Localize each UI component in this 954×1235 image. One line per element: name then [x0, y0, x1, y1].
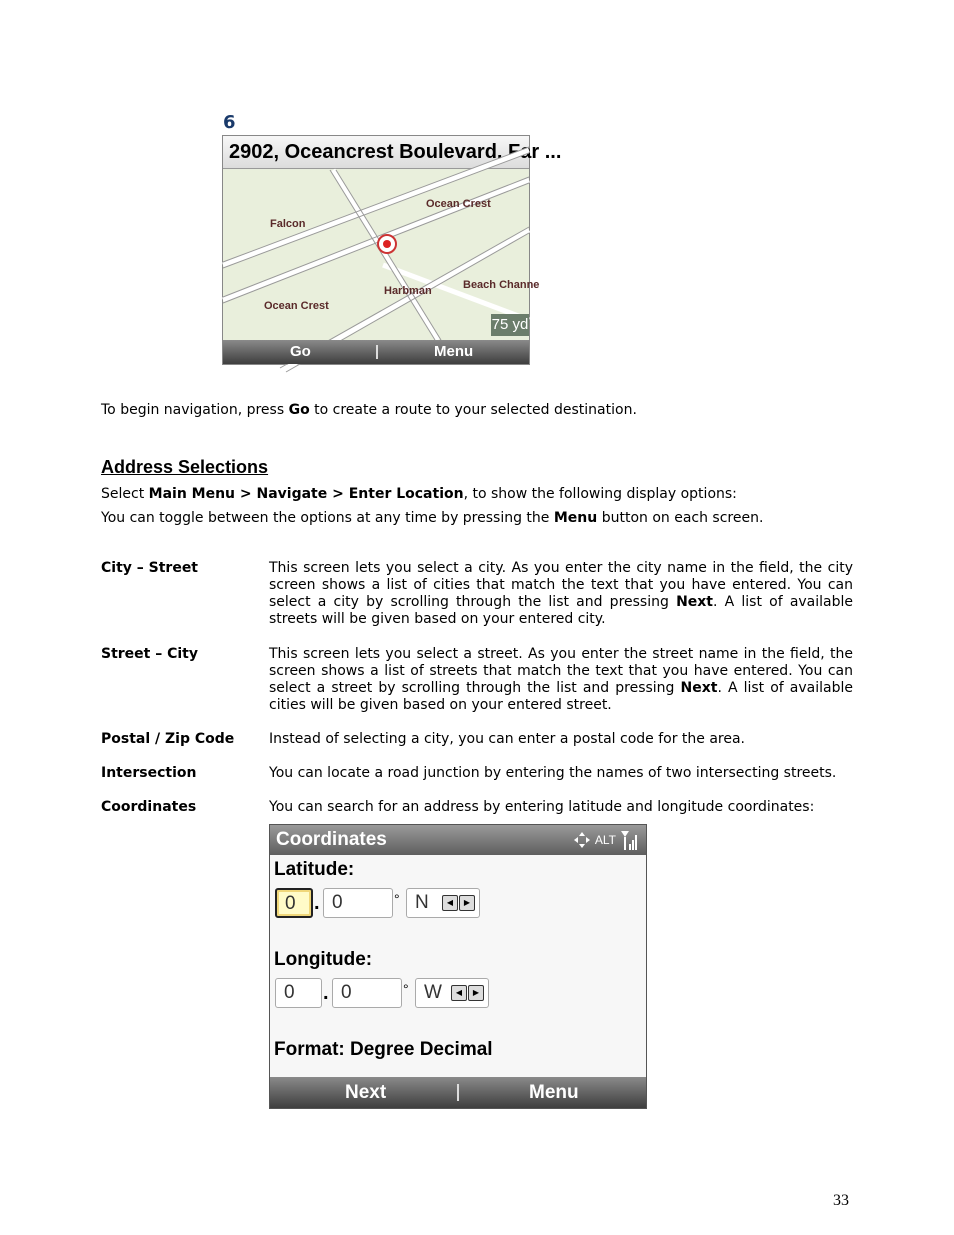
text: . A list of available streets will be given based on your entered city.	[269, 594, 854, 627]
map-label-ocean-crest-top: Ocean Crest	[426, 198, 491, 210]
text: . A list of available cities will be given based on your entered street.	[269, 680, 853, 713]
text: Select	[101, 486, 149, 502]
left-arrow-icon[interactable]: ◀	[442, 895, 458, 911]
option-term: Street – City	[101, 646, 199, 662]
map-canvas	[223, 170, 540, 340]
map-screenshot	[222, 135, 562, 365]
text: This screen lets you select a city. As you enter the city name in the field, the city screen shows a list of cities that match the text that you have entered. You can select a city by scrolling through the list and pressing	[269, 560, 853, 610]
menu-softkey[interactable]: Menu	[529, 1082, 579, 1103]
format-label: Format: Degree Decimal	[274, 1039, 493, 1060]
map-label-beach-channel: Beach Channe	[463, 279, 540, 291]
text: , to show the following display options:	[463, 486, 737, 502]
intro-paragraph	[101, 402, 637, 419]
text: You can toggle between the options at any time by pressing the	[101, 510, 554, 526]
option-description: You can locate a road junction by entering the names of two intersecting streets.	[269, 765, 837, 781]
softkey-divider	[376, 345, 378, 359]
section-line-1	[101, 486, 737, 503]
option-term: Intersection	[101, 765, 197, 781]
menu-button-ref: Menu	[553, 510, 598, 526]
option-term: Coordinates	[101, 799, 197, 815]
option-description	[269, 646, 853, 714]
map-label-ocean-crest-bottom: Ocean Crest	[264, 300, 329, 312]
longitude-label: Longitude:	[274, 949, 373, 970]
navigation-pad-icon	[573, 831, 591, 849]
latitude-label: Latitude:	[274, 859, 355, 880]
longitude-direction-value: W	[424, 982, 442, 1003]
degree-symbol: °	[403, 981, 409, 997]
section-heading: Address Selections	[101, 457, 269, 477]
section-line-2	[101, 510, 763, 527]
decimal-point: .	[323, 982, 329, 1004]
latitude-direction-value: N	[415, 892, 429, 913]
left-arrow-icon[interactable]: ◀	[451, 985, 467, 1001]
longitude-degrees-input[interactable]: 0	[275, 978, 322, 1008]
decimal-point: .	[314, 892, 320, 914]
map-scale: 75 yd	[491, 314, 529, 336]
text-bold: Next	[680, 680, 718, 696]
coordinates-screenshot	[269, 824, 647, 1109]
figure-number: 6	[223, 112, 236, 133]
right-arrow-icon[interactable]: ▶	[459, 895, 475, 911]
option-description: You can search for an address by entering latitude and longitude coordinates:	[269, 799, 815, 815]
latitude-degrees-input[interactable]: 0	[275, 888, 313, 918]
menu-softkey[interactable]: Menu	[434, 343, 474, 360]
map-label-harbman: Harbman	[384, 285, 432, 297]
option-term: City – Street	[101, 560, 199, 576]
alt-indicator: ALT	[594, 833, 616, 847]
text: This screen lets you select a street. As you enter the street name in the field, the screen shows a list of streets that match the text that you have entered. You can select a street by scrolling through the list and pressing	[269, 646, 853, 696]
intro-text: To begin navigation, press	[101, 402, 289, 418]
map-label-falcon: Falcon	[270, 218, 306, 230]
location-pin-icon	[378, 235, 396, 253]
map-softkey-bar	[223, 340, 529, 364]
coordinates-softkey-bar	[270, 1077, 646, 1108]
intro-text-end: to create a route to your selected destination.	[309, 402, 637, 418]
page-number: 33	[833, 1192, 849, 1209]
map-address-title: 2902, Oceancrest Boulevard, Far ...	[223, 136, 529, 169]
next-softkey[interactable]: Next	[345, 1082, 387, 1103]
intro-bold: Go	[288, 402, 310, 418]
text: button on each screen.	[597, 510, 764, 526]
latitude-decimal-input[interactable]: 0	[323, 888, 393, 918]
status-bar	[573, 829, 640, 851]
coordinates-title: Coordinates	[270, 825, 646, 855]
go-softkey[interactable]: Go	[290, 343, 311, 360]
softkey-divider	[457, 1084, 459, 1101]
degree-symbol: °	[394, 891, 400, 907]
menu-path: Main Menu > Navigate > Enter Location	[148, 486, 464, 502]
text-bold: Next	[676, 594, 713, 610]
option-term: Postal / Zip Code	[101, 731, 235, 747]
right-arrow-icon[interactable]: ▶	[468, 985, 484, 1001]
option-description: Instead of selecting a city, you can enter a postal code for the area.	[269, 731, 746, 747]
signal-strength-icon	[620, 829, 640, 851]
option-description	[269, 560, 853, 628]
longitude-decimal-input[interactable]: 0	[332, 978, 402, 1008]
